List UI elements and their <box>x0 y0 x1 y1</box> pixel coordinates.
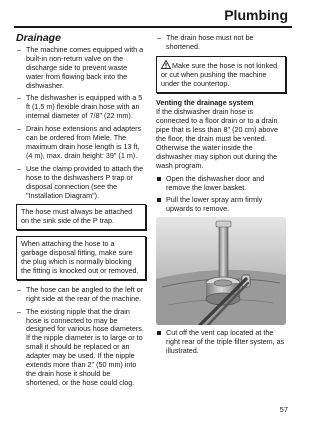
note-sink-side: The hose must always be attached on the sink side of the P trap. <box>16 204 146 230</box>
drainage-list-b <box>16 286 146 388</box>
warning-text: Make sure the hose is not kinked or cut when pushing the machine under the countertop. <box>161 60 278 88</box>
vent-cap-illustration <box>156 217 286 325</box>
list-item: Cut off the vent cap located at the right rear of the triple filter system, as illustrated. <box>156 329 286 356</box>
page-header <box>14 6 292 28</box>
list-item: – The existing nipple that the drain hose is connected to may be designed for various hose diameters. If the nipple diameter is to large or to small it should be replaced or an adapter may be used. If the nipple extends more than 2" (50 mm) into the drain hose it should be shortened, or the hose could clog. <box>16 308 146 388</box>
note-garbage-disposal: When attaching the hose to a garbage disposal fitting, make sure the plug which is normally blocking the fitting is knocked out or removed. <box>16 236 146 280</box>
list-item: Pull the lower spray arm firmly upwards to remove. <box>156 196 286 214</box>
list-item: – The dishwasher is equipped with a 5 ft (1.5 m) flexible drain hose with an internal diameter of 7/8" (22 mm). <box>16 94 146 121</box>
venting-steps-b <box>156 329 286 356</box>
list-item: – The hose can be angled to the left or right side at the rear of the machine. <box>16 286 146 304</box>
left-column <box>16 34 146 392</box>
right-column <box>156 34 286 359</box>
section-title: Plumbing <box>224 7 288 23</box>
warning-box <box>156 56 286 93</box>
list-item: – The machine comes equipped with a built-in non-return valve on the discharge side to prevent waste water from flowing back into the dishwasher. <box>16 46 146 91</box>
drainage-heading: Drainage <box>16 32 61 44</box>
venting-steps-a <box>156 175 286 214</box>
venting-heading: Venting the drainage system <box>156 97 254 107</box>
list-item: Open the dishwasher door and remove the lower basket. <box>156 175 286 193</box>
page-number: 57 <box>279 405 288 414</box>
list-item: – Use the clamp provided to attach the hose to the dishwashers P trap or disposal connection (see the "Installation Diagram"). <box>16 165 146 201</box>
venting-paragraph: If the dishwasher drain hose is connected to a floor drain or to a drain pipe that is less than 8" (20 cm) above the floor, the drain must be vented. Otherwise the water inside the dishwasher may siphon out during the wash program. <box>156 107 279 170</box>
warning-triangle-icon <box>161 60 171 69</box>
drainage-list-a <box>16 46 146 201</box>
list-item: – Drain hose extensions and adapters can be ordered from Miele. The maximum drain hose length is 13 ft, (4 m), max. drain height: 39" (1 m). <box>16 125 146 161</box>
list-item: – The drain hose must not be shortened. <box>156 34 286 52</box>
hose-list <box>156 34 286 52</box>
